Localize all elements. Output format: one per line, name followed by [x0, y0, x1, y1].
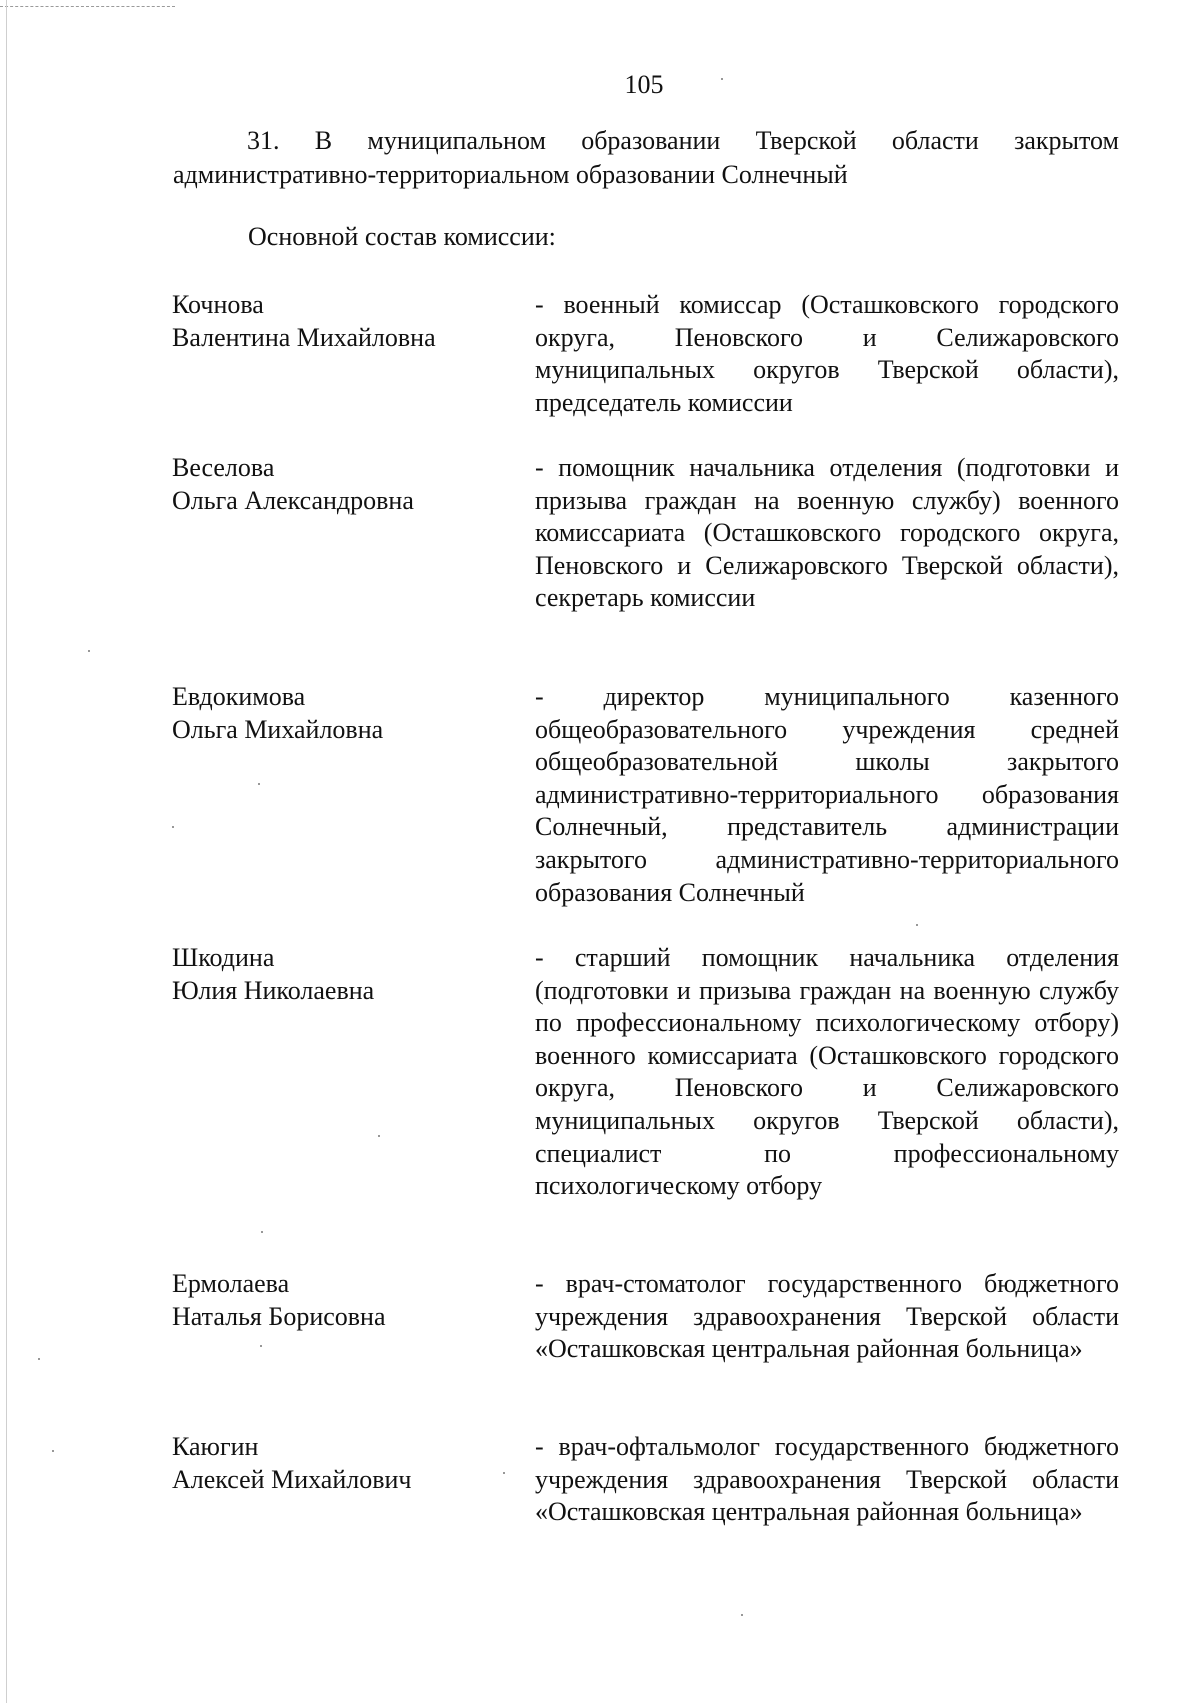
- member-description: - директор муниципального казенного общеобразовательного учреждения средней общеобразовательной школы закрытого административно-территориального образования Солнечный, представитель администрации закрытого административно-территориального образования Солнечный: [535, 682, 1119, 907]
- member-description: - помощник начальника отделения (подготовки и призыва граждан на военную службу) военного комиссариата (Осташковского городского округа, Пеновского и Селижаровского Тверской области), секретарь комиссии: [535, 453, 1119, 613]
- page-number: 105: [624, 70, 664, 99]
- scan-speck: [172, 826, 174, 828]
- scan-speck: [916, 924, 918, 926]
- scan-speck: [38, 1358, 40, 1360]
- member-surname: Кочнова: [172, 290, 264, 319]
- scan-speck: [741, 1614, 743, 1616]
- member-name: [172, 289, 512, 354]
- scan-edge-top: [0, 6, 175, 7]
- member-description: - старший помощник начальника отделения (подготовки и призыва граждан на военную службу по профессиональному психологическому отбору) военного комиссариата (Осташковского городского округа, Пеновского и Селижаровского муниципальных округов Тверской области), специалист по профессиональному психологическому отбору: [535, 943, 1119, 1201]
- scan-speck: [258, 783, 260, 785]
- member-given-names: Алексей Михайлович: [172, 1464, 412, 1494]
- member-name: [172, 452, 512, 517]
- member-name: [172, 1268, 512, 1333]
- member-given-names: Валентина Михайловна: [172, 322, 436, 352]
- member-description: - военный комиссар (Осташковского городского округа, Пеновского и Селижаровского муниципальных округов Тверской области), председатель комиссии: [535, 290, 1119, 417]
- scan-speck: [88, 650, 90, 652]
- member-name: [172, 1431, 512, 1496]
- member-name: [172, 681, 512, 746]
- scan-edge-left: [6, 0, 7, 1703]
- member-surname: Шкодина: [172, 943, 275, 972]
- member-surname: Веселова: [172, 453, 275, 482]
- scan-speck: [721, 78, 723, 80]
- member-description: - врач-офтальмолог государственного бюджетного учреждения здравоохранения Тверской области «Осташковская центральная районная больница»: [535, 1432, 1119, 1527]
- member-description: - врач-стоматолог государственного бюджетного учреждения здравоохранения Тверской области «Осташковская центральная районная больница»: [535, 1269, 1119, 1364]
- scan-speck: [261, 1231, 263, 1233]
- scan-speck: [378, 1135, 380, 1137]
- member-name: [172, 942, 512, 1007]
- member-given-names: Юлия Николаевна: [172, 975, 375, 1005]
- scan-speck: [503, 1472, 505, 1474]
- scan-speck: [260, 1345, 262, 1347]
- member-surname: Ермолаева: [172, 1269, 290, 1298]
- intro-paragraph: 31. В муниципальном образовании Тверской области закрытом административно-территориальном образовании Солнечный: [173, 126, 1119, 189]
- section-heading: Основной состав комиссии:: [248, 222, 556, 251]
- member-given-names: Ольга Александровна: [172, 485, 414, 515]
- member-given-names: Наталья Борисовна: [172, 1301, 386, 1331]
- scan-speck: [52, 1450, 54, 1452]
- member-surname: Каюгин: [172, 1432, 259, 1461]
- member-surname: Евдокимова: [172, 682, 306, 711]
- member-given-names: Ольга Михайловна: [172, 714, 384, 744]
